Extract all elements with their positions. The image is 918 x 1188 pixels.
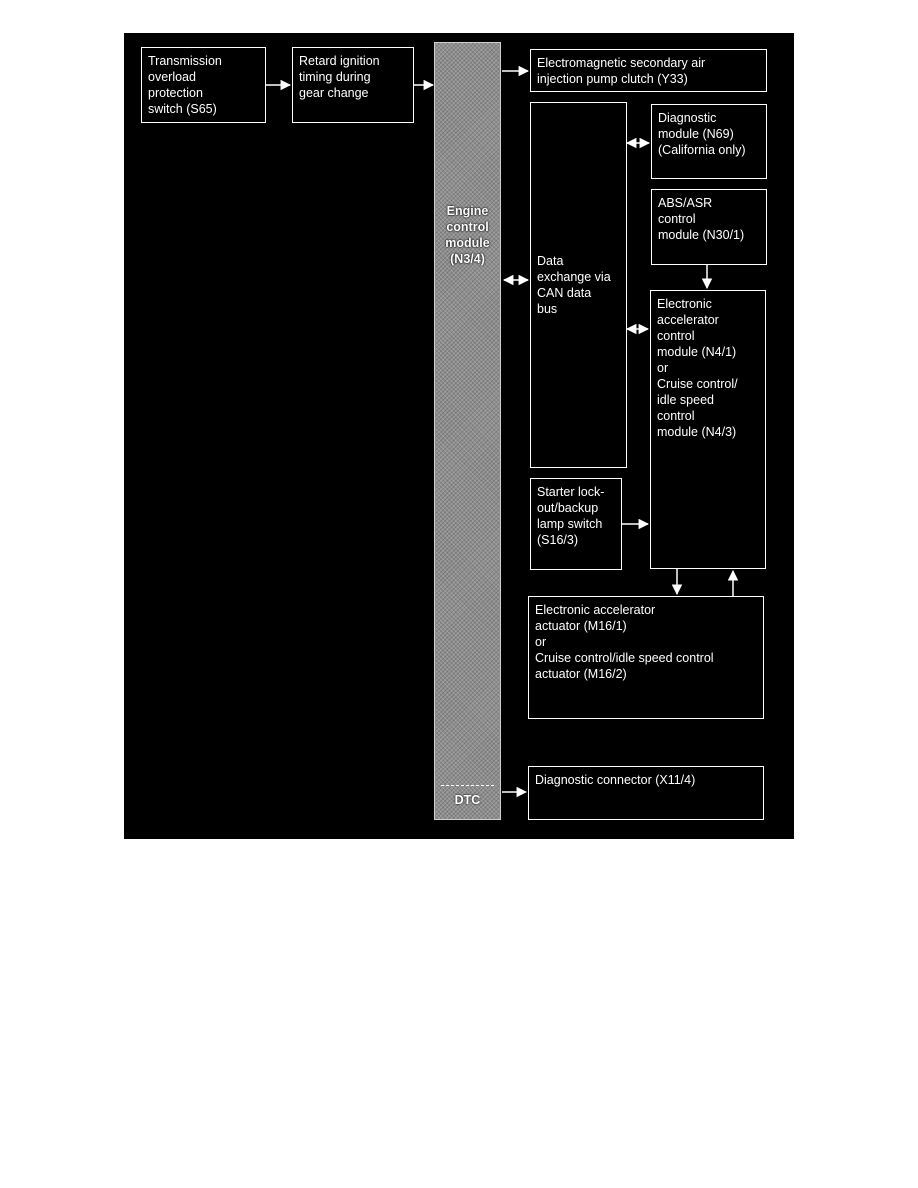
connector-arrows [124, 33, 794, 839]
abs-asr-module-box: ABS/ASR control module (N30/1) [651, 189, 767, 265]
accelerator-control-module-box: Electronic accelerator control module (N4/1) or Cruise control/ idle speed control module (N4/3) [650, 290, 766, 569]
diagnostic-connector-box: Diagnostic connector (X11/4) [528, 766, 764, 820]
accelerator-actuator-box: Electronic accelerator actuator (M16/1) or Cruise control/idle speed control actuator (M16/2) [528, 596, 764, 719]
starter-lockout-switch-box: Starter lock- out/backup lamp switch (S16/3) [530, 478, 622, 570]
dtc-label: DTC [454, 793, 481, 807]
transmission-switch-box: Transmission overload protection switch (S65) [141, 47, 266, 123]
retard-ignition-box: Retard ignition timing during gear change [292, 47, 414, 123]
engine-control-block-diagram [124, 33, 794, 839]
secondary-air-clutch-box: Electromagnetic secondary air injection pump clutch (Y33) [530, 49, 767, 92]
can-data-exchange-box: Data exchange via CAN data bus [530, 102, 627, 468]
diagnostic-module-box: Diagnostic module (N69) (California only) [651, 104, 767, 179]
engine-control-module-label: Engine control module (N3/4) [445, 204, 490, 266]
